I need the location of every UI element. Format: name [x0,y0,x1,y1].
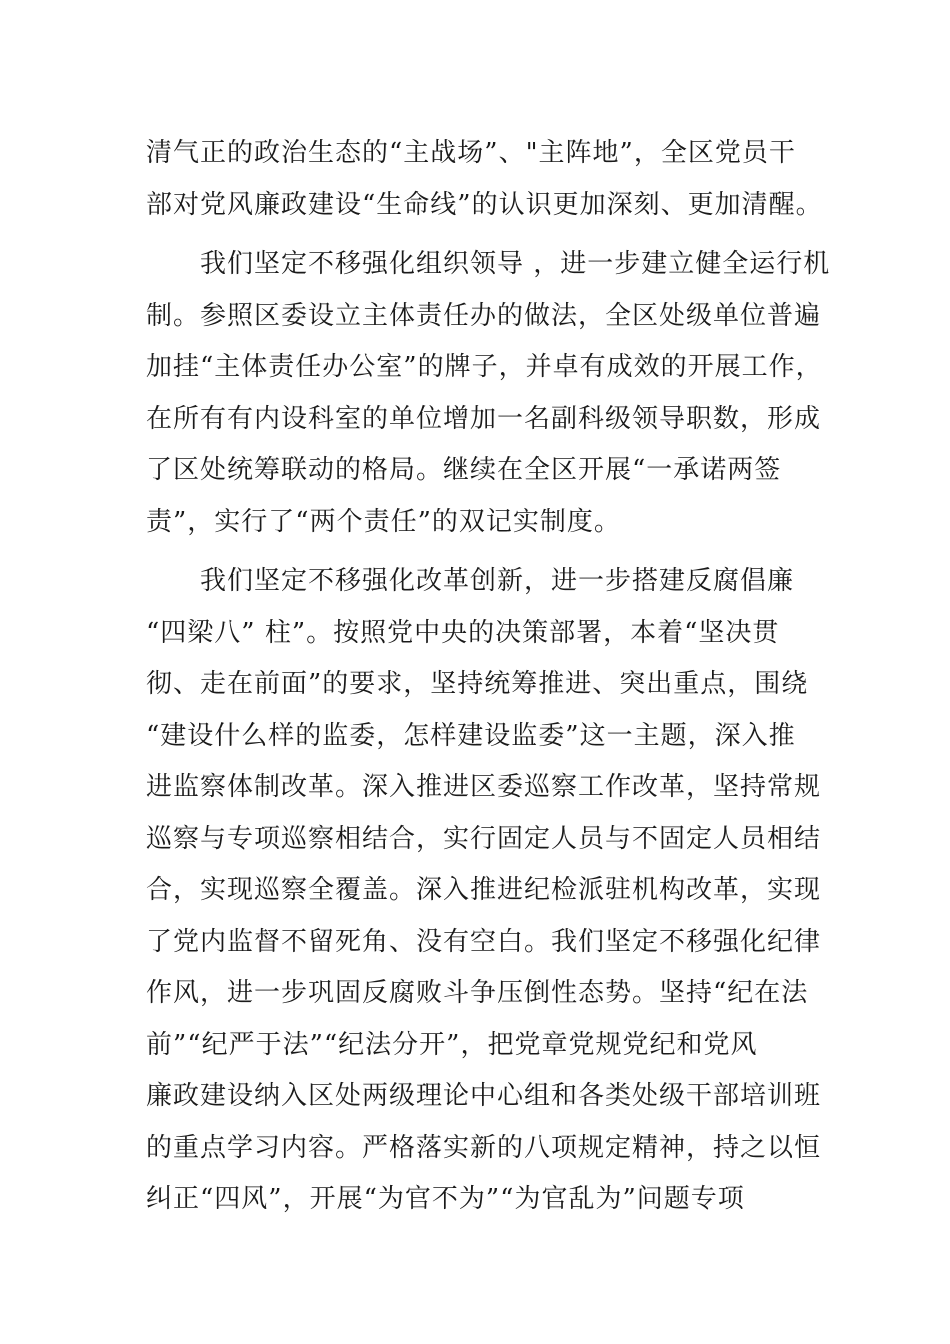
text-line: 廉政建设纳入区处两级理论中心组和各类处级干部培训班 [146,1081,822,1111]
text-line: 了区处统筹联动的格局。继续在全区开展“一承诺两签 [146,455,782,485]
text-line: 了党内监督不留死角、没有空白。我们坚定不移强化纪律 [146,926,822,957]
text-line: 合，实现巡察全覆盖。深入推进纪检派驻机构改革，实现 [146,875,822,905]
text-line: 进监察体制改革。深入推进区委巡察工作改革，坚持常规 [146,772,822,802]
text-line: “建设什么样的监委，怎样建设监委”这一主题，深入推 [146,720,796,751]
paragraph-1 [146,128,823,231]
text-line: 清气正的政治生态的“主战场”、"主阵地”，全区党员干 [146,138,796,168]
text-line: 彻、走在前面”的要求，坚持统筹推进、突出重点，围绕 [146,669,809,699]
paragraph-3 [146,556,822,1226]
text-line: 我们坚定不移强化组织领导 ，进一步建立健全运行机 [146,249,831,279]
text-line: 我们坚定不移强化改革创新，进一步搭建反腐倡廉 [146,566,795,596]
text-line: 制。参照区委设立主体责任办的做法，全区处级单位普遍 [146,300,822,331]
text-line: 巡察与专项巡察相结合，实行固定人员与不固定人员相结 [146,823,822,854]
text-line: 的重点学习内容。严格落实新的八项规定精神，持之以恒 [146,1132,822,1163]
text-line: 责”，实行了“两个责任”的双记实制度。 [146,506,621,537]
text-line: 纠正“四风”，开展“为官不为”“为官乱为”问题专项 [146,1184,745,1214]
text-line: 部对党风廉政建设“生命线”的认识更加深刻、更加清醒。 [146,189,823,220]
body-text [146,128,831,1226]
text-line: 加挂“主体责任办公室”的牌子，并卓有成效的开展工作， [146,352,823,382]
text-line: 作风，进一步巩固反腐败斗争压倒性态势。坚持“纪在法 [146,978,809,1008]
text-line: 前”“纪严于法”“纪法分开”，把党章党规党纪和党风 [146,1029,758,1060]
text-line: “四梁八” 柱”。按照党中央的决策部署，本着“坚决贯 [146,617,780,648]
text-line: 在所有有内设科室的单位增加一名副科级领导职数，形成 [146,403,822,434]
paragraph-2 [146,239,831,548]
